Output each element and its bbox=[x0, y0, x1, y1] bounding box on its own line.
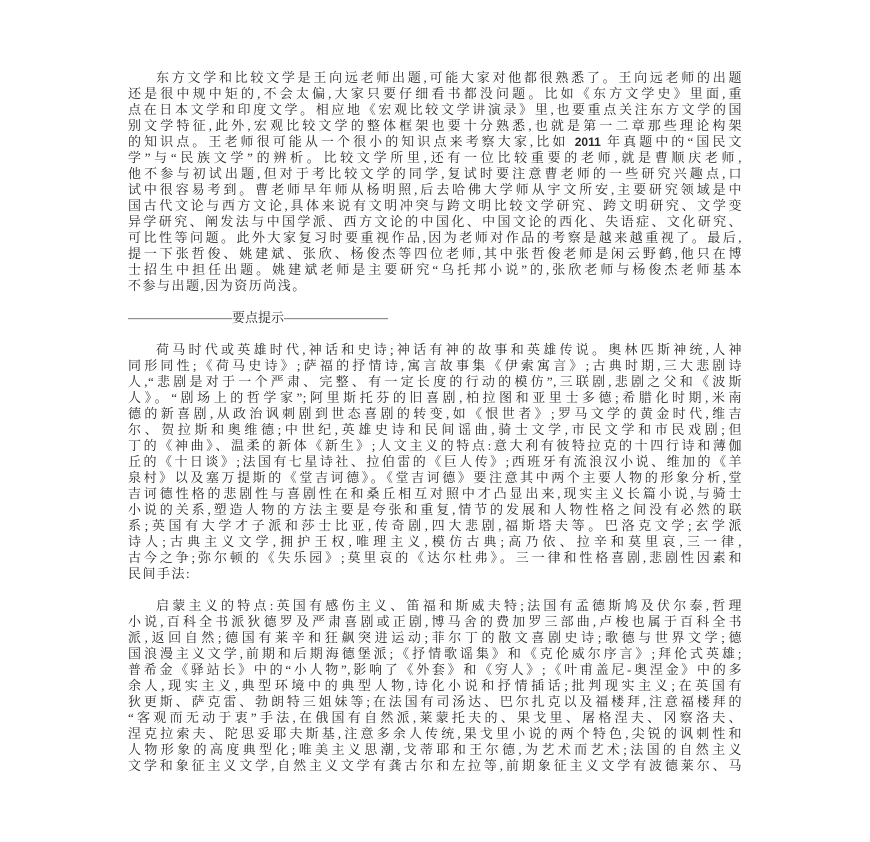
text-line: 涅克拉索夫、陀思妥耶夫斯基,注意多余人传统,果戈里小说的两个特色,尖锐的讽刺性和 bbox=[128, 726, 742, 741]
text-line: 不参与出题,因为资历尚浅。 bbox=[128, 278, 307, 293]
text-line: 试中很容易考到。曹老师早年师从杨明照,后去哈佛大学师从宇文所安,主要研究领域是中 bbox=[128, 182, 742, 197]
text-line: 尔、贺拉斯和奥维德;中世纪,英雄史诗和民间谣曲,骑士文学,市民文学和市民戏剧;但 bbox=[128, 422, 742, 437]
text-line: “客观而无动于衷”手法,在俄国有自然派,莱蒙托夫的、果戈里、屠格涅夫、冈察洛夫、 bbox=[128, 710, 742, 725]
text-line: 狄更斯、萨克雷、勃朗特三姐妹等;在法国有司汤达、巴尔扎克以及福楼拜,注意福楼拜的 bbox=[128, 694, 742, 709]
text-line: 小说的关系,塑造人物的方法主要是夸张和重复,情节的发展和人物性格之间没有必然的联 bbox=[128, 502, 742, 517]
text-line: 人》。“剧场上的哲学家”;阿里斯托芬的旧喜剧,柏拉图和亚里士多德;希腊化时期,米南 bbox=[128, 390, 742, 405]
text-line: 丘的《十日谈》;法国有七星诗社、拉伯雷的《巨人传》;西班牙有流浪汉小说、维加的《羊 bbox=[128, 454, 742, 469]
text-line: 国古代文论与西方文论,具体来说有文明冲突与跨文明比较文学研究、跨文明研究、文学变 bbox=[128, 198, 742, 213]
text-line: 德的新喜剧,从政治讽刺剧到世态喜剧的转变,如《恨世者》;罗马文学的黄金时代,维吉 bbox=[128, 406, 742, 421]
text-line: 小说,百科全书派狄德罗及严肃喜剧或正剧,博马舍的费加罗三部曲,卢梭也属于百科全书 bbox=[128, 614, 742, 629]
text-line: 丁的《神曲》、温柔的新体《新生》;人文主义的特点:意大利有彼特拉克的十四行诗和薄伽 bbox=[128, 438, 742, 453]
text-line: 民间手法: bbox=[128, 566, 192, 581]
text-line: 提一下张哲俊、姚建斌、张欣、杨俊杰等四位老师,其中张哲俊老师是闲云野鹤,他只在博 bbox=[128, 246, 742, 261]
text-line: 他不参与初试出题,但对于考比较文学的同学,复试时要注意曹老师的一些研究兴趣点,口 bbox=[128, 166, 742, 181]
key-points-paragraph-2 bbox=[128, 598, 742, 774]
text-line: 东方文学和比较文学是王向远老师出题,可能大家对他都很熟悉了。王向远老师的出题 bbox=[156, 70, 742, 85]
intro-paragraph bbox=[128, 70, 742, 294]
text-line: 荷马时代或英雄时代,神话和史诗;神话有神的故事和英雄传说。奥林匹斯神统,人神 bbox=[156, 342, 742, 357]
text-line: 泉村》以及塞万提斯的《堂吉诃德》。《堂吉诃德》要注意其中两个主要人物的形象分析,堂 bbox=[128, 470, 742, 485]
text-line: 启蒙主义的特点:英国有感伤主义、笛福和斯威夫特;法国有孟德斯鸠及伏尔泰,哲理 bbox=[156, 598, 742, 613]
text-line: 异学研究、阐发法与中国学派、西方文论的中国化、中国文论的西化、失语症、文化研究、 bbox=[128, 214, 742, 229]
text-line: 古今之争;弥尔顿的《失乐园》;莫里哀的《达尔杜弗》。三一律和性格喜剧,悲剧性因素和 bbox=[128, 550, 742, 565]
text-line: 系;英国有大学才子派和莎士比亚,传奇剧,四大悲剧,福斯塔夫等。巴洛克文学;玄学派 bbox=[128, 518, 742, 533]
text-line: 文学和象征主义文学,自然主义文学有龚古尔和左拉等,前期象征主义文学有波德莱尔、马 bbox=[128, 758, 742, 773]
text-line: 派,返回自然;德国有莱辛和狂飙突进运动;菲尔丁的散文喜剧史诗;歌德与世界文学;德 bbox=[128, 630, 742, 645]
text-line: 余人,现实主义,典型环境中的典型人物,诗化小说和抒情插话;批判现实主义;在英国有 bbox=[128, 678, 742, 693]
text-line: 点在日本文学和印度文学。相应地《宏观比较文学讲演录》里,也要重点关注东方文学的国 bbox=[128, 102, 742, 117]
document-body bbox=[128, 70, 742, 790]
text-line: 还是很中规中矩的,不会太偏,大家只要仔细看书都没问题。比如《东方文学史》里面,重 bbox=[128, 86, 742, 101]
section-divider: ————————要点提示———————— bbox=[128, 310, 389, 325]
text-line: 士招生中担任出题。姚建斌老师是主要研究“乌托邦小说”的,张欣老师与杨俊杰老师基本 bbox=[128, 262, 742, 277]
text-line: 国浪漫主义文学,前期和后期海德堡派;《抒情歌谣集》和《克伦威尔序言》;拜伦式英雄; bbox=[128, 646, 742, 661]
text-line: 诗人;古典主义文学,拥护王权,唯理主义,模仿古典;高乃依、拉辛和莫里哀,三一律, bbox=[128, 534, 742, 549]
key-points-paragraph-1 bbox=[128, 342, 742, 582]
text-line: 别文学特征,此外,宏观比较文学的整体框架也要十分熟悉,也就是第一二章那些理论构架 bbox=[128, 118, 742, 133]
text-line: 可比性等问题。此外大家复习时要重视作品,因为老师对作品的考察是越来越重视了。最后, bbox=[128, 230, 742, 245]
bold-number: 2011 bbox=[574, 135, 601, 149]
text-line: 普希金《驿站长》中的“小人物”,影响了《外套》和《穷人》;《叶甫盖尼-奥涅金》中的多 bbox=[128, 662, 742, 677]
text-line: 的知识点。王老师很可能从一个很小的知识点来考察大家,比如 2011 年真题中的“国民文 bbox=[128, 134, 742, 149]
text-line: 学”与“民族文学”的辨析。比较文学所里,还有一位比较重要的老师,就是曹顺庆老师, bbox=[128, 150, 742, 165]
text-line: 同形同性;《荷马史诗》;萨福的抒情诗,寓言故事集《伊索寓言》;古典时期,三大悲剧诗 bbox=[128, 358, 742, 373]
text-line: 吉诃德性格的悲剧性与喜剧性在和桑丘相互对照中才凸显出来,现实主义长篇小说,与骑士 bbox=[128, 486, 742, 501]
text-line: 人,“悲剧是对于一个严肃、完整、有一定长度的行动的模仿”,三联剧,悲剧之父和《波斯 bbox=[128, 374, 742, 389]
text-line: 人物形象的高度典型化;唯美主义思潮,戈蒂耶和王尔德,为艺术而艺术;法国的自然主义 bbox=[128, 742, 742, 757]
